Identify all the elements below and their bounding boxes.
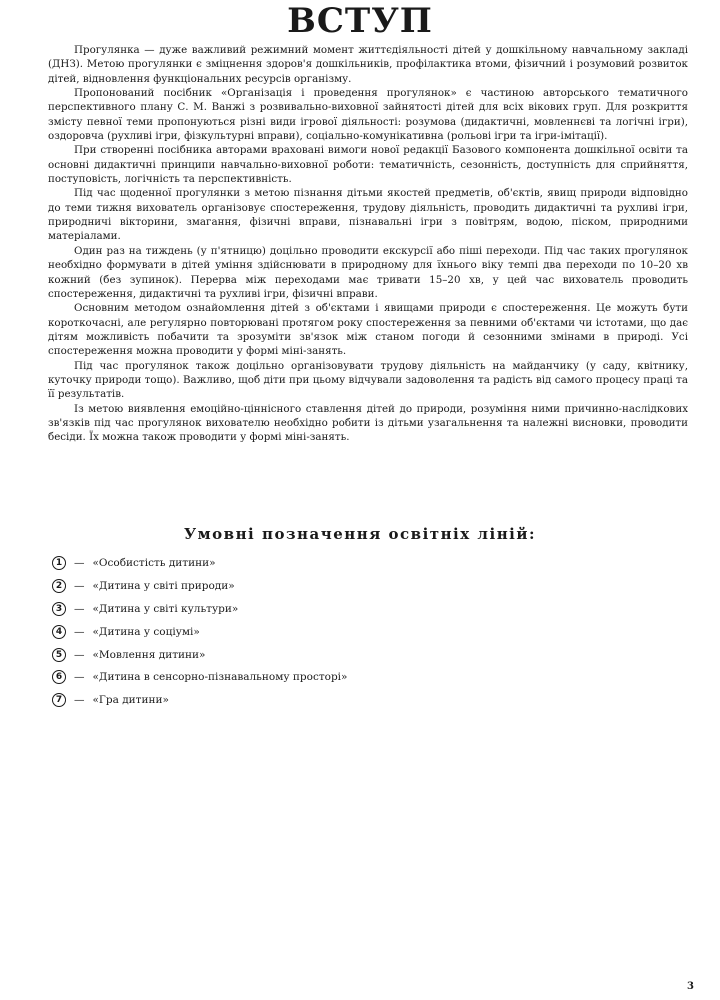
legend-label: «Дитина у соціумі» — [92, 625, 200, 638]
legend-label: «Гра дитини» — [92, 694, 169, 707]
number-circle-icon: 5 — [52, 648, 66, 662]
legend-item — [52, 620, 652, 643]
paragraph: Основним методом ознайомлення дітей з об'єктами і явищами природи є спостереження. Це можуть бути короткочасні, але регулярно повторювані протягом року спостереження за певними об'єктами чи істотами, що дає дітям можливість побачити та зрозуміти зв'язок між станом погоди й сезонними змінами в природі. Усі спостереження можна проводити у формі міні-занять. — [48, 302, 688, 358]
number-circle-icon: 3 — [52, 602, 66, 616]
legend-label: «Мовлення дитини» — [92, 648, 206, 661]
legend-label: «Особистість дитини» — [92, 557, 216, 570]
legend-dash: — — [74, 694, 85, 707]
legend-item — [52, 552, 652, 575]
paragraph: Прогулянка — дуже важливий режимний момент життєдіяльності дітей у дошкільному навчальному закладі (ДНЗ). Метою прогулянки є зміцнення здоров'я дошкільників, профілактика втоми, фізичний і розумовий розвиток дітей, відновлення функціональних ресурсів організму. — [48, 44, 688, 85]
legend-dash: — — [74, 580, 85, 593]
legend-label: «Дитина в сенсорно-пізнавальному просторі» — [92, 671, 348, 684]
paragraph: Під час щоденної прогулянки з метою пізнання дітьми якостей предметів, об'єктів, явищ природи відповідно до теми тижня вихователь організовує спостереження, трудову діяльність, проводить дидактичні та рухливі ігри, природничі вікторини, змагання, фізичні вправи, пізнавальні ігри з повітрям, водою, піском, природними матеріалами. — [48, 187, 688, 243]
legend-item — [52, 689, 652, 712]
legend-item — [52, 598, 652, 621]
paragraph: Один раз на тиждень (у п'ятницю) доцільно проводити екскурсії або піші переходи. Під час таких прогулянок необхідно формувати в дітей уміння здійснювати в природному для їхнього віку темпі два переходи по 10–20 хв кожний (без зупинок). Перерва між переходами має тривати 15–20 хв, у цей час вихователь проводить спостереження, дидактичні та рухливі ігри, фізичні вправи. — [48, 244, 688, 300]
legend-item — [52, 575, 652, 598]
legend-list — [52, 552, 652, 712]
legend-item — [52, 666, 652, 689]
legend-dash: — — [74, 602, 85, 615]
number-circle-icon: 1 — [52, 556, 66, 570]
number-circle-icon: 2 — [52, 579, 66, 593]
paragraph: При створенні посібника авторами враховані вимоги нової редакції Базового компонента дошкільної освіти та основні дидактичні принципи навчально-виховної роботи: тематичність, сезонність, доступність для сприйняття, поступовість, логічність та перспективність. — [48, 144, 688, 186]
page-number: 3 — [687, 981, 694, 992]
number-circle-icon: 6 — [52, 670, 66, 684]
legend-dash: — — [74, 671, 85, 684]
paragraph: Із метою виявлення емоційно-ціннісного ставлення дітей до природи, розуміння ними причинно-наслідкових зв'язків під час прогулянок вихователю необхідно робити із дітьми узагальнення та належні висновки, проводити бесіди. Їх можна також проводити у формі міні-занять. — [48, 402, 688, 444]
legend-item — [52, 643, 652, 666]
number-circle-icon: 7 — [52, 693, 66, 707]
legend-dash: — — [74, 557, 85, 570]
legend-dash: — — [74, 625, 85, 638]
number-circle-icon: 4 — [52, 625, 66, 639]
legend-label: «Дитина у світі природи» — [92, 580, 235, 593]
intro-text — [48, 43, 688, 445]
page-title: ВСТУП — [287, 1, 433, 41]
paragraph: Під час прогулянок також доцільно організовувати трудову діяльність на майданчику (у саду, квітнику, куточку природи тощо). Важливо, щоб діти при цьому відчували задоволення та радість від самого процесу праці та її результатів. — [48, 359, 688, 401]
legend-label: «Дитина у світі культури» — [92, 602, 239, 615]
paragraph: Пропонований посібник «Організація і проведення прогулянок» є частиною авторського тематичного перспективного плану С. М. Ванжі з розвивально-виховної зайнятості дітей для всіх вікових груп. Для розкриття змісту певної теми пропонуються різні види ігрової діяльності: розумова (дидактичні, мовленнєві та логічні ігри), оздоровча (рухливі ігри, фізкультурні вправи), соціально-комунікативна (рольові ігри та ігри-імітації). — [48, 87, 688, 143]
legend-dash: — — [74, 648, 85, 661]
legend-title: Умовні позначення освітніх ліній: — [183, 525, 537, 543]
